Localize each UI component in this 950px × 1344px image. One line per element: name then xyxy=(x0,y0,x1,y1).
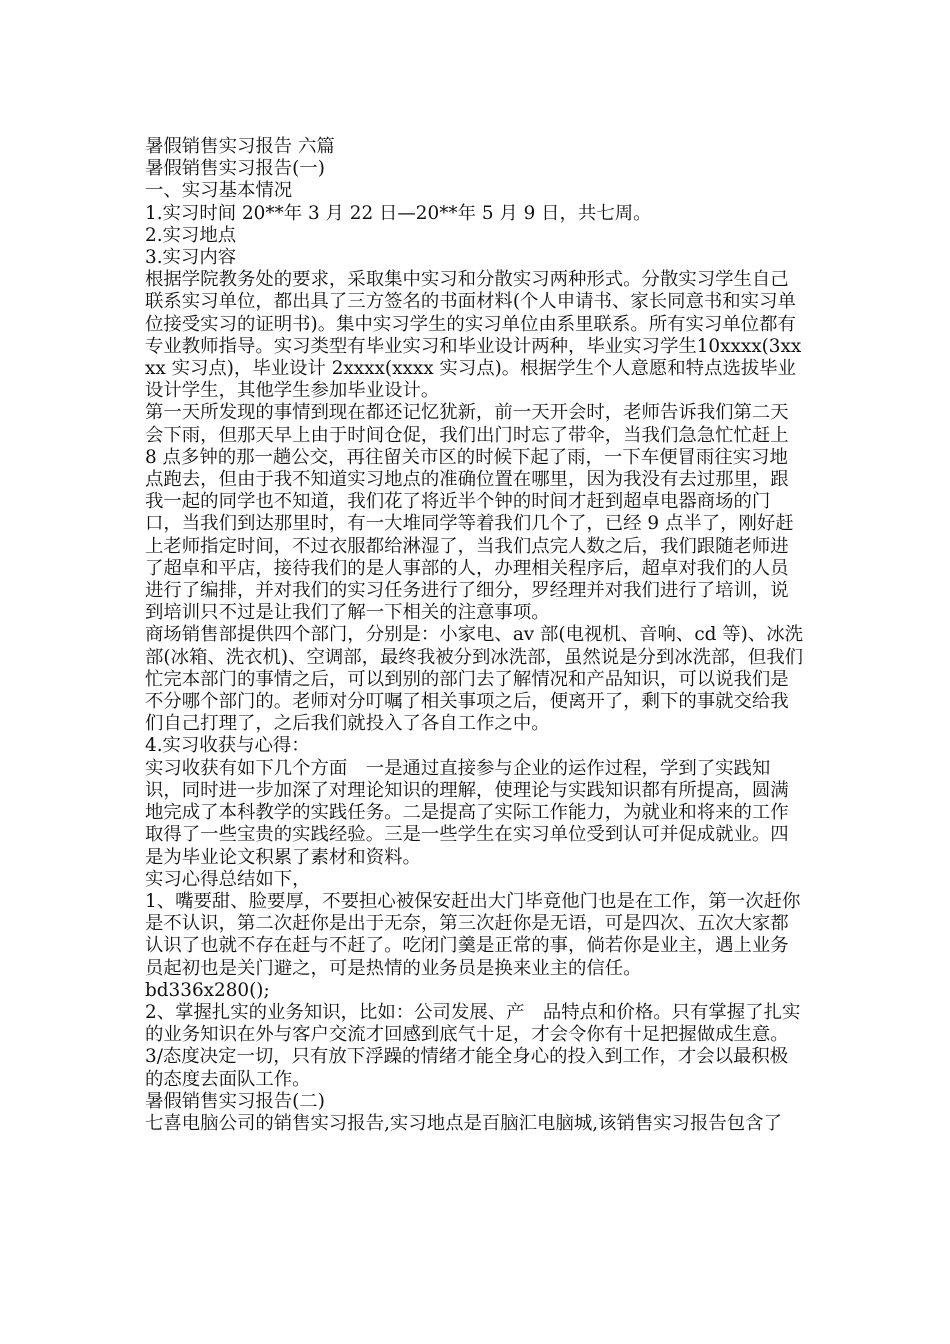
section-1-title: 暑假销售实习报告(一) xyxy=(145,158,325,180)
item-internship-place: 2.实习地点 xyxy=(145,224,237,246)
paragraph-gains: 实习收获有如下几个方面 一是通过直接参与企业的运作过程，学到了实践知识，同时进一步加深了对理论知识的理解，使理论与实践知识都有所提高，圆满地完成了本科教学的实践任务。二是提高了实际工作能力，为就业和将来的工作取得了一些宝贵的实践经验。三是一些学生在实习单位受到认可并促成就业。四是为毕业论文积累了素材和资料。 xyxy=(145,757,789,868)
item-gains: 4.实习收获与心得： xyxy=(145,735,310,757)
item-internship-content: 3.实习内容 xyxy=(145,247,237,269)
heading-basic-info: 一、实习基本情况 xyxy=(145,180,293,202)
point-3: 3/态度决定一切，只有放下浮躁的情绪才能全身心的投入到工作，才会以最积极的态度去面队工作。 xyxy=(145,1046,789,1090)
paragraph-section-2: 七喜电脑公司的销售实习报告,实习地点是百脑汇电脑城,该销售实习报告包含了 xyxy=(145,1112,782,1134)
code-line: bd336x280(); xyxy=(145,979,270,1001)
point-1: 1、嘴要甜、脸要厚，不要担心被保安赶出大门毕竟他门也是在工作，第一次赶你是不认识，第二次赶你是出于无奈，第三次赶你是无语，可是四次、五次大家都认识了也就不存在赶与不赶了。吃闭门羹是正常的事，倘若你是业主，遇上业务员起初也是关门避之，可是热情的业务员是换来业主的信任。 xyxy=(145,890,801,979)
paragraph-content: 根据学院教务处的要求，采取集中实习和分散实习两种形式。分散实习学生自己联系实习单位，都出具了三方签名的书面材料(个人申请书、家长同意书和实习单位接受实习的证明书)。集中实习学生的实习单位由系里联系。所有实习单位都有专业教师指导。实习类型有毕业实习和毕业设计两种，毕业实习学生10xxxx(3xxxx 实习点)，毕业设计 2xxxx(xxxx 实习点)。根据学生个人意愿和特点选拔毕业设计学生，其他学生参加毕业设计。 xyxy=(145,269,802,402)
document-body xyxy=(145,136,805,1135)
document-title: 暑假销售实习报告 六篇 xyxy=(145,136,335,157)
paragraph-first-day: 第一天所发现的事情到现在都还记忆犹新，前一天开会时，老师告诉我们第二天会下雨，但那天早上由于时间仓促，我们出门时忘了带伞，当我们急急忙忙赶上 8 点多钟的那一趟公交，再往留关市区的时候下起了雨，一下车便冒雨往实习地点跑去，但由于我不知道实习地点的准确位置在哪里，因为我没有去过那里，跟我一起的同学也不知道，我们花了将近半个钟的时间才赶到超卓电器商场的门口，当我们到达那里时，有一大堆同学等着我们几个了，已经 9 点半了，刚好赶上老师指定时间，不过衣服都给淋湿了，当我们点完人数之后，我们跟随老师进了超卓和平店，接待我们的是人事部的人，办理相关程序后，超卓对我们的人员进行了编排，并对我们的实习任务进行了细分，罗经理并对我们进行了培训，说到培训只不过是让我们了解一下相关的注意事项。 xyxy=(145,402,795,624)
item-internship-time: 1.实习时间 20**年 3 月 22 日—20**年 5 月 9 日，共七周。 xyxy=(145,202,652,224)
summary-intro: 实习心得总结如下， xyxy=(145,868,311,890)
point-2: 2、掌握扎实的业务知识，比如：公司发展、产 品特点和价格。只有掌握了扎实的业务知识在外与客户交流才回感到底气十足，才会令你有十足把握做成生意。 xyxy=(145,1001,801,1046)
section-2-title: 暑假销售实习报告(二) xyxy=(145,1090,325,1112)
paragraph-departments: 商场销售部提供四个部门，分别是：小家电、av 部(电视机、音响、cd 等)、冰洗部(冰箱、洗衣机)、空调部，最终我被分到冰洗部，虽然说是分到冰洗部，但我们忙完本部门的事情之后，可以到别的部门去了解情况和产品知识，可以说我们是不分哪个部门的。老师对分叮嘱了相关事项之后，便离开了，剩下的事就交给我们自己打理了，之后我们就投入了各自工作之中。 xyxy=(145,624,804,735)
